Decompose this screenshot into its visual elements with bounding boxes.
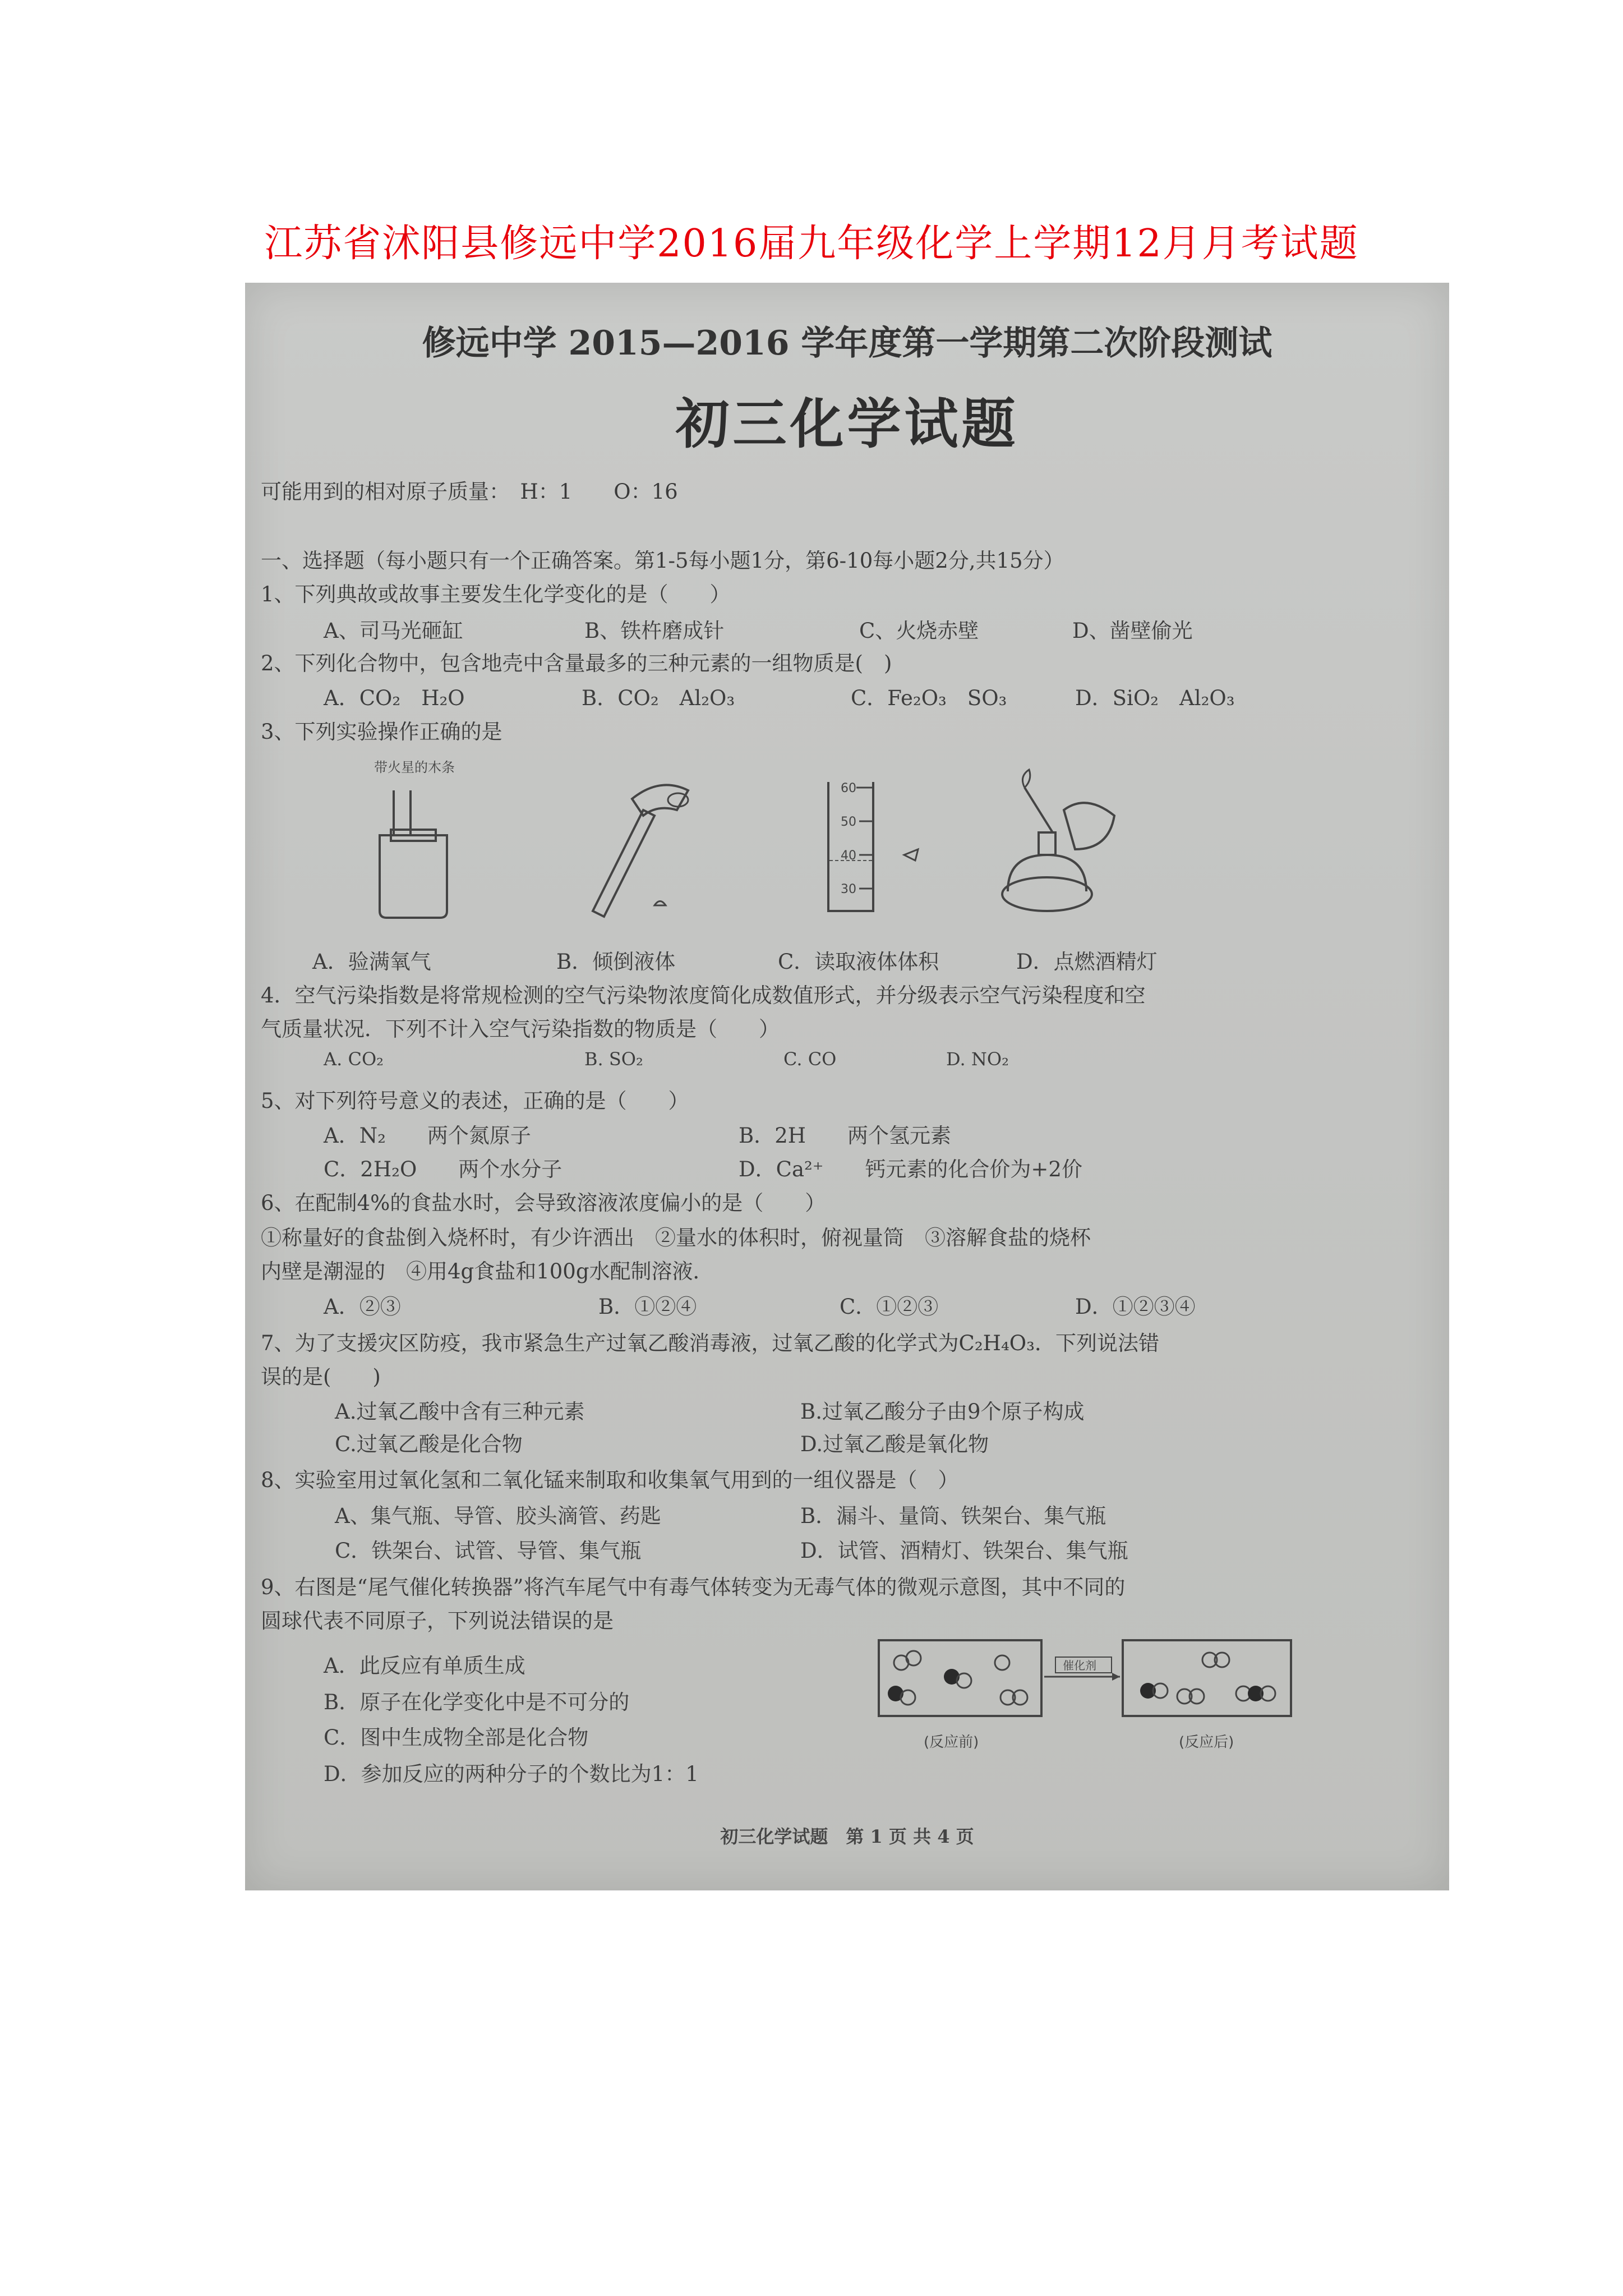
question-7-stem-cont: 误的是( ) — [261, 1365, 381, 1389]
q9-option-d: D．参加反应的两种分子的个数比为1：1 — [324, 1762, 699, 1786]
q8-option-a: A、集气瓶、导管、胶头滴管、药匙 — [335, 1504, 661, 1528]
splint-label: 带火星的木条 — [374, 760, 455, 775]
q9-option-b: B．原子在化学变化中是不可分的 — [324, 1690, 630, 1714]
q5-option-b: B．2H 两个氢元素 — [739, 1124, 951, 1148]
q1-option-a: A、司马光砸缸 — [324, 619, 463, 643]
reaction-diagram — [873, 1635, 1299, 1764]
q9-option-a: A．此反应有单质生成 — [324, 1654, 525, 1678]
question-1-stem: 1、下列典故或故事主要发生化学变化的是（ ） — [261, 582, 731, 606]
scale-30: 30 — [841, 882, 856, 896]
q2-option-c: C．Fe₂O₃ SO₃ — [851, 686, 1007, 710]
question-6-stem: 6、在配制4%的食盐水时，会导致溶液浓度偏小的是（ ） — [261, 1191, 826, 1215]
question-8-stem: 8、实验室用过氧化氢和二氧化锰来制取和收集氧气用到的一组仪器是（ ） — [261, 1468, 959, 1492]
q1-option-b: B、铁杵磨成针 — [584, 619, 725, 643]
question-9-stem: 9、右图是“尾气催化转换器”将汽车尾气中有毒气体转变为无毒气体的微观示意图，其中不同的 — [261, 1575, 1126, 1599]
q3-option-b: B．倾倒液体 — [556, 950, 676, 974]
exam-subject-title: 初三化学试题 — [675, 392, 1019, 455]
q6-option-d: D．①②③④ — [1075, 1295, 1196, 1319]
q8-option-b: B．漏斗、量筒、铁架台、集气瓶 — [800, 1504, 1106, 1528]
scale-60: 60 — [841, 781, 856, 795]
question-4-stem: 4．空气污染指数是将常规检测的空气污染物浓度简化成数值形式，并分级表示空气污染程度和空 — [261, 983, 1146, 1007]
q3-option-a: A．验满氧气 — [312, 950, 431, 974]
q1-option-c: C、火烧赤壁 — [859, 619, 979, 643]
exam-photo — [245, 283, 1449, 1890]
section-heading: 一、选择题（每小题只有一个正确答案。第1-5每小题1分，第6-10每小题2分,共15分） — [261, 549, 1064, 573]
question-4-stem-cont: 气质量状况．下列不计入空气污染指数的物质是（ ） — [261, 1017, 780, 1041]
q6-option-b: B．①②④ — [598, 1295, 697, 1319]
q9-option-c: C．图中生成物全部是化合物 — [324, 1726, 589, 1750]
q7-option-b: B.过氧乙酸分子由9个原子构成 — [800, 1400, 1085, 1424]
question-5-stem: 5、对下列符号意义的表述，正确的是（ ） — [261, 1089, 689, 1113]
q7-option-d: D.过氧乙酸是氧化物 — [800, 1432, 989, 1456]
document-title: 江苏省沭阳县修远中学2016届九年级化学上学期12月月考试题 — [264, 222, 1359, 266]
q3-option-c: C．读取液体体积 — [778, 950, 939, 974]
q4-option-c: C. CO — [783, 1048, 837, 1070]
question-9-stem-cont: 圆球代表不同原子，下列说法错误的是 — [261, 1609, 614, 1633]
q6-option-a: A．②③ — [324, 1295, 401, 1319]
q2-option-b: B．CO₂ Al₂O₃ — [582, 686, 735, 710]
page-footer: 初三化学试题 第 1 页 共 4 页 — [720, 1826, 974, 1847]
before-label: (反应前) — [924, 1734, 979, 1751]
after-label: (反应后) — [1179, 1734, 1234, 1751]
q7-option-c: C.过氧乙酸是化合物 — [335, 1432, 523, 1456]
exam-header: 修远中学 2015—2016 学年度第一学期第二次阶段测试 — [422, 324, 1272, 363]
scale-40: 40 — [841, 849, 856, 863]
q4-option-a: A. CO₂ — [324, 1048, 384, 1070]
q4-option-d: D. NO₂ — [946, 1048, 1009, 1070]
q2-option-d: D．SiO₂ Al₂O₃ — [1075, 686, 1235, 710]
read-volume-figure — [806, 776, 952, 922]
q1-option-d: D、凿壁偷光 — [1072, 619, 1193, 643]
catalyst-label: 催化剂 — [1063, 1659, 1096, 1672]
question-6-line2: ①称量好的食盐倒入烧杯时，有少许洒出 ②量水的体积时，俯视量筒 ③溶解食盐的烧杯 — [261, 1226, 1091, 1250]
oxygen-test-figure — [357, 760, 481, 928]
question-2-stem: 2、下列化合物中，包含地壳中含量最多的三种元素的一组物质是( ) — [261, 651, 892, 675]
q5-option-a: A．N₂ 两个氮原子 — [324, 1124, 531, 1148]
pour-liquid-figure — [559, 765, 722, 933]
scale-50: 50 — [841, 815, 856, 829]
q5-option-c: C．2H₂O 两个水分子 — [324, 1157, 562, 1181]
question-3-stem: 3、下列实验操作正确的是 — [261, 720, 502, 744]
question-6-line3: 内壁是潮湿的 ④用4g食盐和100g水配制溶液． — [261, 1259, 714, 1283]
q5-option-d: D．Ca²⁺ 钙元素的化合价为+2价 — [739, 1157, 1082, 1181]
q6-option-c: C．①②③ — [840, 1295, 939, 1319]
q8-option-c: C．铁架台、试管、导管、集气瓶 — [335, 1539, 642, 1563]
q7-option-a: A.过氧乙酸中含有三种元素 — [335, 1400, 585, 1424]
q4-option-b: B. SO₂ — [584, 1048, 643, 1070]
alcohol-lamp-figure — [985, 765, 1131, 922]
atomic-mass-note: 可能用到的相对原子质量： H：1 O：16 — [261, 480, 678, 504]
q3-option-d: D．点燃酒精灯 — [1016, 950, 1158, 974]
q8-option-d: D．试管、酒精灯、铁架台、集气瓶 — [800, 1539, 1128, 1563]
q2-option-a: A．CO₂ H₂O — [324, 686, 465, 710]
question-7-stem: 7、为了支援灾区防疫，我市紧急生产过氧乙酸消毒液，过氧乙酸的化学式为C₂H₄O₃．下列说法错 — [261, 1331, 1159, 1355]
